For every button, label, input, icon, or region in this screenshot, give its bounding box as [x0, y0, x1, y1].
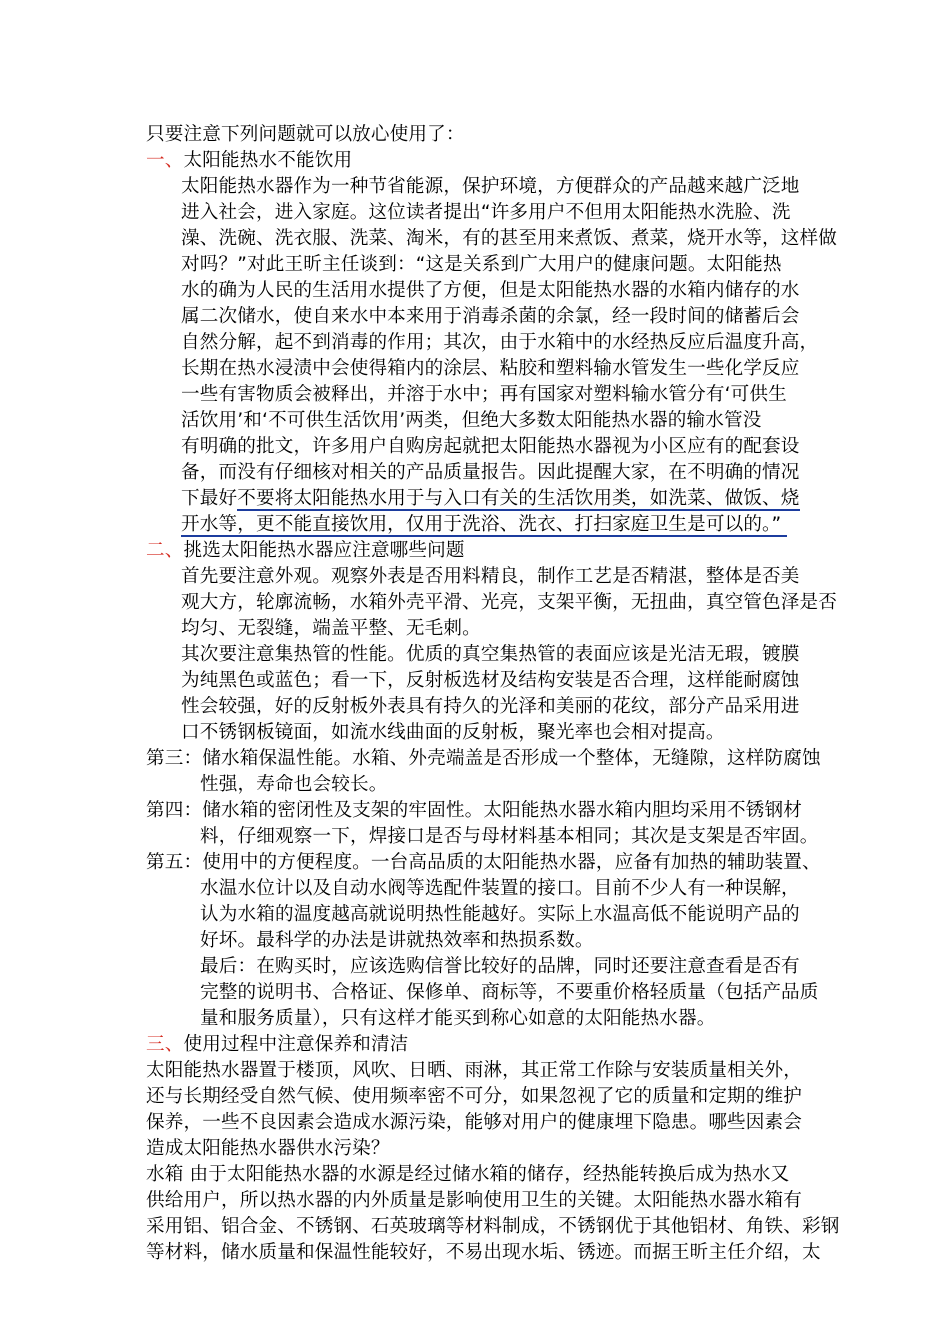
paragraph-line: 太阳能热水器置于楼顶，风吹、日晒、雨淋，其正常工作除与安装质量相关外，: [146, 1060, 803, 1081]
paragraph-line: 对吗？”对此王昕主任谈到：“这是关系到广大用户的健康问题。太阳能热: [181, 254, 782, 275]
section-3-title: 使用过程中注意保养和清洁: [183, 1034, 409, 1055]
section-1-heading: [146, 148, 352, 174]
paragraph-line: 其次要注意集热管的性能。优质的真空集热管的表面应该是光洁无瑕，镀膜: [181, 644, 800, 665]
paragraph-line: 太阳能热水器作为一种节省能源，保护环境，方便群众的产品越来越广泛地: [181, 176, 800, 197]
intro-line: 只要注意下列问题就可以放心使用了：: [146, 124, 465, 145]
section-2-title: 挑选太阳能热水器应注意哪些问题: [183, 540, 465, 561]
paragraph-line: 水箱 由于太阳能热水器的水源是经过储水箱的储存，经热能转换后成为热水又: [146, 1164, 790, 1185]
paragraph-line: 备，而没有仔细核对相关的产品质量报告。因此提醒大家，在不明确的情况: [181, 462, 800, 483]
paragraph-line: 长期在热水浸渍中会使得箱内的涂层、粘胶和塑料输水管发生一些化学反应: [181, 358, 800, 379]
list-item-fifth: 第五：使用中的方便程度。一台高品质的太阳能热水器，应备有加热的辅助装置、: [146, 852, 821, 873]
section-3-heading: [146, 1032, 408, 1058]
paragraph-line: 口不锈钢板镜面，如流水线曲面的反射板，聚光率也会相对提高。: [181, 722, 725, 743]
paragraph-line: [181, 512, 787, 538]
paragraph-line: 为纯黑色或蓝色；看一下，反射板选材及结构安装是否合理，这样能耐腐蚀: [181, 670, 800, 691]
paragraph-line: 保养，一些不良因素会造成水源污染，能够对用户的健康埋下隐患。哪些因素会: [146, 1112, 803, 1133]
underlined-warning-text: 不要将太阳能热水用于与入口有关的生活饮用类，如洗菜、做饭、烧: [237, 488, 800, 509]
paragraph-line: 水温水位计以及自动水阀等选配件装置的接口。目前不少人有一种误解，: [200, 878, 800, 899]
paragraph-line: 均匀、无裂缝，端盖平整、无毛刺。: [181, 618, 481, 639]
section-3-number: 三、: [146, 1034, 184, 1055]
paragraph-line: 观大方，轮廓流畅，水箱外壳平滑、光亮，支架平衡，无扭曲，真空管色泽是否: [181, 592, 838, 613]
paragraph-line: 量和服务质量），只有这样才能买到称心如意的太阳能热水器。: [200, 1008, 716, 1029]
paragraph-line: 料，仔细观察一下，焊接口是否与母材料基本相同；其次是支架是否牢固。: [200, 826, 819, 847]
paragraph-line: 性会较强，好的反射板外表具有持久的光泽和美丽的花纹，部分产品采用进: [181, 696, 800, 717]
section-2-number: 二、: [146, 540, 184, 561]
paragraph-line: 造成太阳能热水器供水污染？: [146, 1138, 390, 1159]
section-2-heading: [146, 538, 465, 564]
paragraph-line: 好坏。最科学的办法是讲就热效率和热损系数。: [200, 930, 594, 951]
paragraph-line: 等材料，储水质量和保温性能较好，不易出现水垢、锈迹。而据王昕主任介绍，太: [146, 1242, 821, 1263]
paragraph-line: 性强，寿命也会较长。: [200, 774, 388, 795]
paragraph-line: 完整的说明书、合格证、保修单、商标等，不要重价格轻质量（包括产品质: [200, 982, 819, 1003]
paragraph-line: 活饮用’和‘不可供生活饮用’两类，但绝大多数太阳能热水器的输水管没: [181, 410, 762, 431]
paragraph-line: 属二次储水，使自来水中本来用于消毒杀菌的余氯，经一段时间的储蓄后会: [181, 306, 800, 327]
list-item-third: 第三：储水箱保温性能。水箱、外壳端盖是否形成一个整体，无缝隙，这样防腐蚀: [146, 748, 821, 769]
underlined-warning-text: 开水等，更不能直接饮用，仅用于洗浴、洗衣、打扫家庭卫生是可以的。”: [181, 514, 787, 537]
list-item-last: 最后：在购买时，应该选购信誉比较好的品牌，同时还要注意查看是否有: [200, 956, 800, 977]
line-prefix: 下最好: [181, 488, 238, 509]
paragraph-line: 一些有害物质会被释出，并溶于水中；再有国家对塑料输水管分有‘可供生: [181, 384, 787, 405]
section-1-title: 太阳能热水不能饮用: [183, 150, 353, 171]
paragraph-line: 采用铝、铝合金、不锈钢、石英玻璃等材料制成，不锈钢优于其他铝材、角铁、彩钢: [146, 1216, 840, 1237]
list-item-fourth: 第四：储水箱的密闭性及支架的牢固性。太阳能热水器水箱内胆均采用不锈钢材: [146, 800, 803, 821]
paragraph-line: 还与长期经受自然气候、使用频率密不可分，如果忽视了它的质量和定期的维护: [146, 1086, 803, 1107]
paragraph-line: 首先要注意外观。观察外表是否用料精良，制作工艺是否精湛，整体是否美: [181, 566, 800, 587]
paragraph-line: 有明确的批文，许多用户自购房起就把太阳能热水器视为小区应有的配套设: [181, 436, 800, 457]
paragraph-line: 澡、洗碗、洗衣服、洗菜、淘米，有的甚至用来煮饭、煮菜，烧开水等，这样做: [181, 228, 838, 249]
paragraph-line: 自然分解，起不到消毒的作用；其次，由于水箱中的水经热反应后温度升高，: [181, 332, 819, 353]
paragraph-line: 认为水箱的温度越高就说明热性能越好。实际上水温高低不能说明产品的: [200, 904, 800, 925]
paragraph-line: 进入社会，进入家庭。这位读者提出“许多用户不但用太阳能热水洗脸、洗: [181, 202, 791, 223]
paragraph-line: 水的确为人民的生活用水提供了方便，但是太阳能热水器的水箱内储存的水: [181, 280, 800, 301]
section-1-number: 一、: [146, 150, 184, 171]
paragraph-line: [181, 486, 800, 512]
paragraph-line: 供给用户，所以热水器的内外质量是影响使用卫生的关键。太阳能热水器水箱有: [146, 1190, 803, 1211]
